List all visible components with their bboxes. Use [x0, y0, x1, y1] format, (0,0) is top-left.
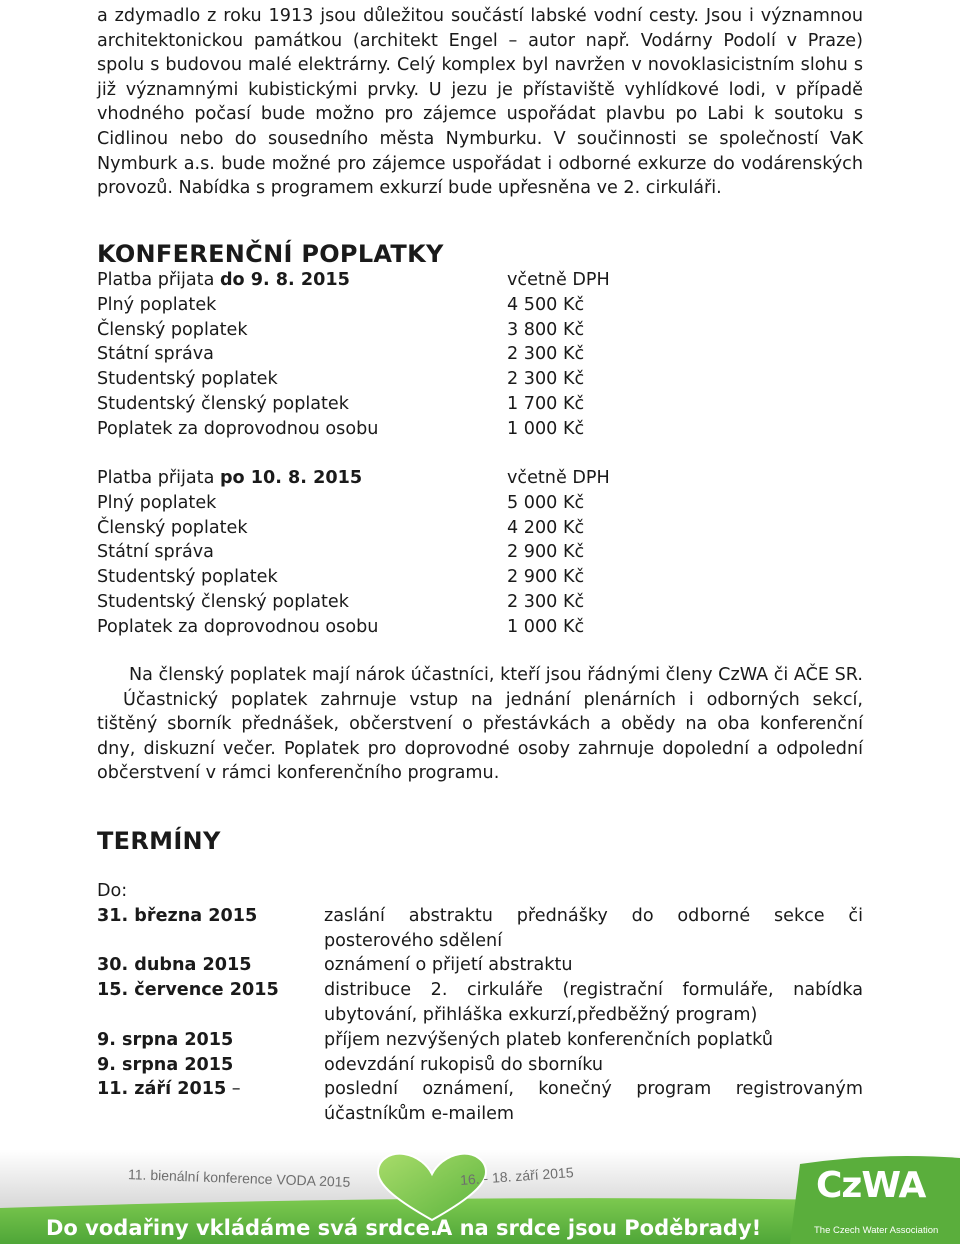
deadlines-list: [97, 879, 863, 1127]
deadline-desc: zaslání abstraktu přednášky do odborné sekce či posterového sdělení: [324, 905, 863, 951]
fee-includes-note: Účastnický poplatek zahrnuje vstup na jednání plenárních i odborných sekcí, tištěný sborník přednášek, občerstvení o přestávkách a obědy na oba konferenční dny, diskuzní večer. Poplatek pro doprovodné osoby zahrnuje dopolední a odpolední občerstvení v rámci konferenčního programu.: [97, 689, 863, 784]
fee-value: 3 800 Kč: [507, 319, 585, 340]
deadline-desc: poslední oznámení, konečný program registrovaným účastníkům e-mailem: [324, 1079, 863, 1125]
fee-label: Státní správa: [97, 542, 214, 563]
fee-value: 4 500 Kč: [507, 294, 585, 315]
fee-label: Plný poplatek: [97, 294, 217, 315]
fee-row: [97, 565, 863, 590]
footer-banner: [0, 1150, 960, 1244]
czwa-logo-subtitle: The Czech Water Association: [814, 1225, 939, 1236]
deadline-item: [97, 1028, 863, 1053]
intro-section: [97, 4, 863, 201]
fee-label: Poplatek za doprovodnou osobu: [97, 616, 379, 637]
fee-row: [97, 590, 863, 615]
fee-value: 2 900 Kč: [507, 542, 585, 563]
deadline-item: [97, 1053, 863, 1078]
membership-note: Na členský poplatek mají nárok účastníci, kteří jsou řádnými členy CzWA či AČE SR.: [128, 665, 863, 685]
event-dates: 16. - 18. září 2015: [459, 1164, 575, 1188]
deadline-date: 9. srpna 2015: [97, 1054, 234, 1075]
fee-label: Poplatek za doprovodnou osobu: [97, 418, 379, 439]
fees-group-late: [97, 466, 863, 640]
slogan-left: Do vodařiny vkládáme svá srdce.: [46, 1216, 438, 1240]
fee-row: [97, 615, 863, 640]
fees-heading: KONFERENČNÍ POPLATKY: [97, 240, 444, 268]
deadline-desc: distribuce 2. cirkuláře (registrační formuláře, nabídka ubytování, přihláška exkurzí,předběžný program): [324, 980, 863, 1025]
fee-value: 5 000 Kč: [507, 492, 585, 513]
deadline-date: 15. července 2015: [97, 980, 279, 1001]
deadline-date: 11. září 2015 –: [97, 1079, 241, 1100]
fees-group-header: [97, 268, 863, 293]
fees-note: [97, 663, 863, 786]
vat-label: včetně DPH: [507, 270, 610, 290]
deadlines-heading: TERMÍNY: [97, 827, 221, 855]
fee-label: Studentský poplatek: [97, 369, 278, 390]
fee-value: 2 300 Kč: [507, 344, 585, 365]
deadline-date: 9. srpna 2015: [97, 1029, 234, 1050]
fee-label: Členský poplatek: [97, 517, 248, 538]
deadlines-intro-row: [97, 879, 863, 904]
fee-value: 2 300 Kč: [507, 591, 585, 612]
deadline-date: 30. dubna 2015: [97, 955, 252, 976]
fee-row: [97, 293, 863, 318]
vat-label: včetně DPH: [507, 468, 610, 488]
fee-row: [97, 491, 863, 516]
deadline-desc: příjem nezvýšených plateb konferenčních poplatků: [324, 1029, 773, 1050]
deadline-item: [97, 953, 863, 978]
deadline-item: [97, 978, 863, 1028]
deadlines-intro: Do:: [97, 881, 128, 901]
event-name: 11. bienální konference VODA 2015: [127, 1166, 351, 1190]
fee-label: Členský poplatek: [97, 319, 248, 340]
deadline-item: [97, 904, 863, 954]
fee-value: 2 300 Kč: [507, 369, 585, 390]
fee-label: Studentský členský poplatek: [97, 393, 349, 414]
payment-deadline-label: Platba přijata po 10. 8. 2015: [97, 468, 363, 488]
fee-label: Studentský poplatek: [97, 567, 278, 588]
fee-label: Státní správa: [97, 344, 214, 365]
deadline-date: 31. března 2015: [97, 905, 258, 926]
fee-row: [97, 540, 863, 565]
deadline-item: [97, 1077, 863, 1127]
fee-label: Plný poplatek: [97, 492, 217, 513]
fee-value: 1 700 Kč: [507, 393, 585, 414]
fee-row: [97, 417, 863, 442]
fee-row: [97, 318, 863, 343]
fees-group-header: [97, 466, 863, 491]
fee-value: 4 200 Kč: [507, 517, 585, 538]
deadline-desc: odevzdání rukopisů do sborníku: [324, 1054, 604, 1075]
fee-value: 1 000 Kč: [507, 616, 585, 637]
fees-group-early: [97, 268, 863, 442]
fee-label: Studentský členský poplatek: [97, 591, 349, 612]
fee-value: 1 000 Kč: [507, 418, 585, 439]
payment-deadline-label: Platba přijata do 9. 8. 2015: [97, 270, 350, 290]
fee-row: [97, 516, 863, 541]
fee-row: [97, 367, 863, 392]
slogan-right: A na srdce jsou Poděbrady!: [436, 1216, 762, 1240]
czwa-logo: CzWA: [816, 1165, 926, 1206]
intro-paragraph: a zdymadlo z roku 1913 jsou důležitou součástí labské vodní cesty. Jsou i významnou architektonickou památkou (architekt Engel – autor např. Vodárny Podolí v Praze) spolu s budovou malé elektrárny. Celý komplex byl navržen v novoklasicistním slohu s již významnými kubistickými prvky. U jezu je přístaviště vyhlídkové lodi, v případě vhodného počasí bude možno pro zájemce uspořádat plavbu po Labi k soutoku s Cidlinou nebo do sousedního města Nymburku. V součinnosti se společností VaK Nymburk a.s. bude možné pro zájemce uspořádat i odborné exkurze do vodárenských provozů. Nabídka s programem exkurzí bude upřesněna ve 2. cirkuláři.: [97, 6, 863, 199]
fee-row: [97, 342, 863, 367]
fee-value: 2 900 Kč: [507, 567, 585, 588]
fee-row: [97, 392, 863, 417]
deadline-desc: oznámení o přijetí abstraktu: [324, 955, 573, 976]
